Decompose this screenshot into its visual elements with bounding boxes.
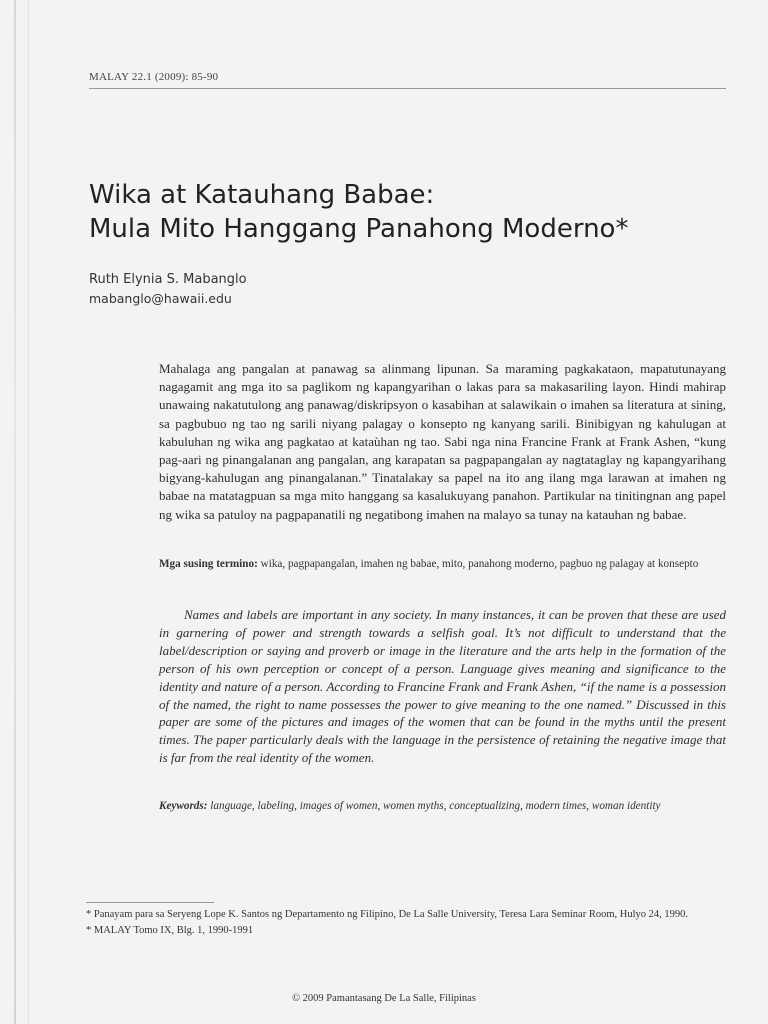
scan-edge (14, 0, 16, 1024)
keywords-filipino-text: wika, pagpapangalan, imahen ng babae, mito, panahong moderno, pagbuo ng palagay at konsepto (260, 558, 699, 570)
scan-edge-inner (28, 0, 29, 1024)
author-name: Ruth Elynia S. Mabanglo (89, 272, 247, 287)
running-head: MALAY 22.1 (2009): 85-90 (89, 71, 219, 83)
title-line-1: Wika at Katauhang Babae: (89, 180, 435, 210)
abstract-filipino: Mahalaga ang pangalan at panawag sa alinmang lipunan. Sa maraming pagkakataon, mapatutunayang nagagamit ang mga ito sa paglikom ng kapangyarihan o lakas para sa makasariling layon. Hindi mahirap unawaing nakatutulong ang panawag/diskripsyon o kasabihan at salawikain o imahen sa literatura at sining, sa pagbubuo ng tao ng sarili niyang palagay o konsepto ng kanyang sarili. Binibigyan ng kahulugan at kabuluhan ng wika ang pagkatao at kataùhan ng tao. Sabi nga nina Francine Frank at Frank Ashen, “kung pag-aari ng pinangalanan ang pangalan, ang karapatan sa pagpapangalan ay nagtataglay ng kapangyarihang bigyang-kahulugan ang pinangalanan.” Tinatalakay sa papel na ito ang ilang mga larawan at imahen ng babae na matatagpuan sa mga mito hanggang sa kasalukuyang panahon. Partikular na tinitingnan ang papel ng wika sa patuloy na pagpapanatili ng negatibong imahen na malayo sa tunay na katauhan ng babae. (159, 361, 726, 522)
header-rule (89, 88, 726, 89)
keywords-filipino-label: Mga susing termino: (159, 558, 258, 570)
keywords-english (159, 798, 726, 815)
keywords-english-label: Keywords: (159, 800, 208, 812)
abstract-english: Names and labels are important in any society. In many instances, it can be proven that these are used in garnering of power and strength towards a selfish goal. It’s not difficult to understand that the label/description or saying and proverb or image in the literature and the arts help in the formation of the person of his own perception or concept of a person. Language gives meaning and significance to the identity and nature of a person. According to Francine Frank and Frank Ashen, “if the name is a possession of the named, the right to name possesses the power to give meaning to the one named.” Discussed in this paper are some of the pictures and images of the women that can be found in the myths until the present times. The paper particularly deals with the language in the persistence of retaining the negative image that is far from the real identity of the women. (159, 607, 726, 766)
copyright-line: © 2009 Pamantasang De La Salle, Filipinas (292, 993, 476, 1004)
title-line-2: Mula Mito Hanggang Panahong Moderno* (89, 214, 629, 244)
footnote-1: * Panayam para sa Seryeng Lope K. Santos ng Departamento ng Filipino, De La Salle University, Teresa Lara Seminar Room, Hulyo 24, 1990. (86, 909, 689, 920)
footnote-2: * MALAY Tomo IX, Blg. 1, 1990-1991 (86, 924, 254, 936)
keywords-english-text: language, labeling, images of women, women myths, conceptualizing, modern times, woman identity (210, 800, 661, 812)
footnote-rule (86, 902, 214, 903)
footnotes (86, 907, 726, 938)
keywords-filipino (159, 556, 726, 574)
author-email: mabanglo@hawaii.edu (89, 291, 232, 306)
article-title (89, 178, 729, 246)
